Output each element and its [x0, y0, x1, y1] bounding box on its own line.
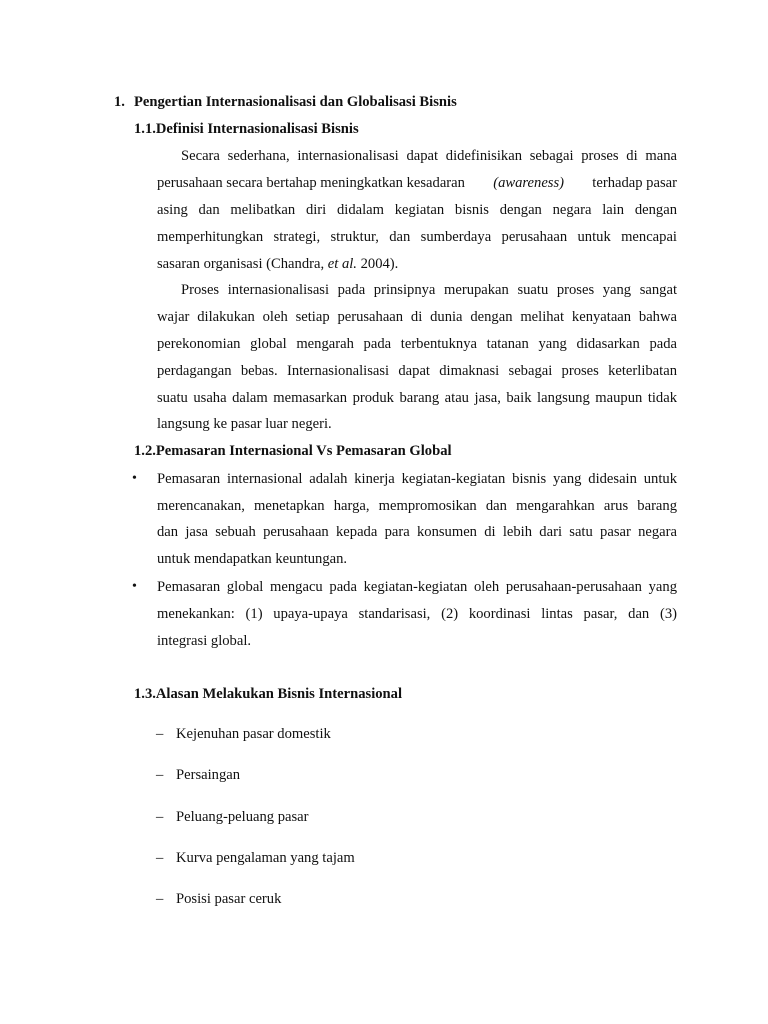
reason-1-dash: –	[156, 726, 164, 742]
bullet-1-marker: •	[132, 471, 137, 486]
section-1-2-heading: 1.2.Pemasaran Internasional Vs Pemasaran Global	[134, 443, 452, 459]
bullet-2-line-3: integrasi global.	[157, 633, 252, 649]
paragraph-1-line-5	[157, 254, 398, 274]
section-1-number: 1.	[114, 94, 125, 110]
paragraph-2-line-3: perekonomian global mengarah pada terbentuknya tatanan yang didasarkan pada	[157, 336, 677, 352]
paragraph-2-line-4: perdagangan bebas. Internasionalisasi dapat dimaknasi sebagai proses keterlibatan	[157, 363, 677, 379]
paragraph-2-line-2: wajar dilakukan oleh setiap perusahaan di dunia dengan melihat kenyataan bahwa	[157, 309, 677, 325]
bullet-1-line-1: Pemasaran internasional adalah kinerja kegiatan-kegiatan bisnis yang didesain untuk	[157, 471, 677, 487]
section-1-3-heading: 1.3.Alasan Melakukan Bisnis Internasional	[134, 686, 403, 702]
citation-etal: et al.	[327, 256, 357, 272]
reason-3: Peluang-peluang pasar	[176, 809, 309, 825]
reason-3-dash: –	[156, 809, 164, 825]
reason-1: Kejenuhan pasar domestik	[176, 726, 331, 742]
bullet-1-line-2: merencanakan, menetapkan harga, mempromosikan dan mengarahkan arus barang	[157, 498, 677, 514]
bullet-1-line-3: dan jasa sebuah perusahaan kepada para konsumen di lebih dari satu pasar negara	[157, 524, 677, 540]
reason-4-dash: –	[156, 850, 164, 866]
citation-start: sasaran organisasi (Chandra,	[157, 256, 325, 272]
bullet-1-line-4: untuk mendapatkan keuntungan.	[157, 551, 348, 567]
reason-2: Persaingan	[176, 767, 241, 783]
paragraph-1-line-4: memperhitungkan strategi, struktur, dan sumberdaya perusahaan untuk mencapai	[157, 229, 677, 245]
bullet-2-line-2: menekankan: (1) upaya-upaya standarisasi, (2) koordinasi lintas pasar, dan (3)	[157, 606, 677, 622]
section-1-heading: Pengertian Internasionalisasi dan Globalisasi Bisnis	[134, 94, 457, 110]
bullet-2-marker: •	[132, 579, 137, 594]
paragraph-1-line-2	[157, 173, 677, 193]
paragraph-1-line-2-end: terhadap pasar	[592, 175, 677, 191]
reason-5: Posisi pasar ceruk	[176, 891, 282, 907]
paragraph-2-line-1: Proses internasionalisasi pada prinsipnya merupakan suatu proses yang sangat	[181, 282, 677, 298]
reason-2-dash: –	[156, 767, 164, 783]
paragraph-1-line-1: Secara sederhana, internasionalisasi dapat didefinisikan sebagai proses di mana	[181, 148, 677, 164]
paragraph-1-line-3: asing dan melibatkan diri didalam kegiatan bisnis dengan negara lain dengan	[157, 202, 677, 218]
citation-year: 2004).	[360, 256, 399, 272]
paragraph-2-line-5: suatu usaha dalam memasarkan produk barang atau jasa, baik langsung maupun tidak	[157, 390, 677, 406]
paragraph-1-line-2-start: perusahaan secara bertahap meningkatkan kesadaran	[157, 175, 465, 191]
section-1-1-heading: 1.1.Definisi Internasionalisasi Bisnis	[134, 121, 359, 137]
reason-4: Kurva pengalaman yang tajam	[176, 850, 355, 866]
reason-5-dash: –	[156, 891, 164, 907]
bullet-2-line-1: Pemasaran global mengacu pada kegiatan-kegiatan oleh perusahaan-perusahaan yang	[157, 579, 677, 595]
awareness-term: (awareness)	[493, 175, 565, 191]
paragraph-2-line-6: langsung ke pasar luar negeri.	[157, 416, 332, 432]
